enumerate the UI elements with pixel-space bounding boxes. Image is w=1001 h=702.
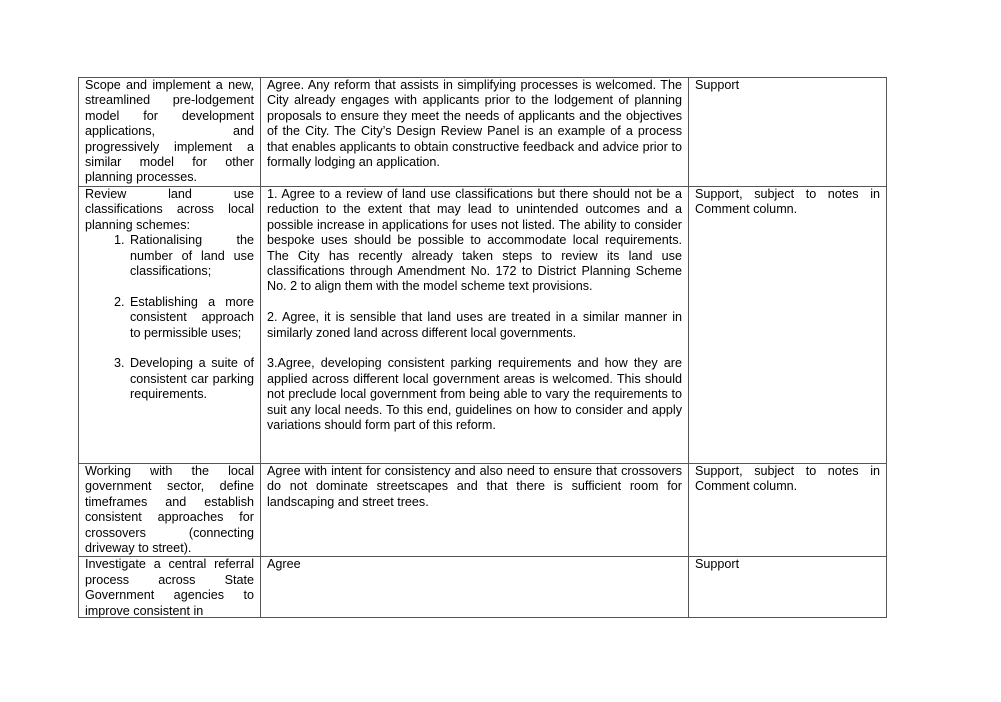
- comment-text: Agree with intent for consistency and also need to ensure that crossovers do not dominate streetscapes and that there is sufficient room for landscaping and street trees.: [267, 464, 682, 509]
- comment-cell: [261, 187, 689, 464]
- position-cell: [689, 464, 887, 557]
- comment-paragraph-1: 1. Agree to a review of land use classifications but there should not be a reduction to the extent that may lead to unintended outcomes and a possible increase in applications for uses not listed. The ability to consider bespoke uses should be possible to accommodate local requirements. The City has recently already taken steps to review its land use classifications through Amendment No. 172 to District Planning Scheme No. 2 to align them with the model scheme text provisions.: [267, 187, 682, 294]
- proposal-cell: [79, 557, 261, 618]
- proposal-clip: [85, 557, 254, 617]
- list-item: 1. Rationalising the number of land use classifications;: [128, 233, 254, 279]
- table-row: [79, 78, 887, 187]
- proposal-cell: [79, 78, 261, 187]
- position-text: Support, subject to notes in Comment column.: [695, 187, 880, 217]
- position-text: Support: [695, 557, 740, 572]
- comment-paragraph-2: 2. Agree, it is sensible that land uses are treated in a similar manner in similarly zoned land across different local governments.: [267, 310, 682, 340]
- comment-paragraph-3: 3.Agree, developing consistent parking requirements and how they are applied across different local government areas is welcomed. This should not preclude local government from being able to vary the requirements to suit any local needs. To this end, guidelines on how to consider and apply variations should form part of this reform.: [267, 356, 682, 433]
- proposal-cell: [79, 187, 261, 464]
- proposal-item-list: [85, 233, 254, 402]
- proposal-cell: [79, 464, 261, 557]
- comment-cell: [261, 557, 689, 618]
- proposal-text: Review land use classifications across local planning schemes:: [85, 187, 254, 232]
- proposal-text: Scope and implement a new, streamlined pre-lodgement model for development applications, and progressively implement a similar model for other planning processes.: [85, 78, 254, 185]
- proposal-text: Investigate a central referral process across State Government agencies to improve consistent in: [85, 557, 254, 618]
- comment-text: Agree. Any reform that assists in simplifying processes is welcomed. The City already engages with applicants prior to the lodgement of planning proposals to ensure they meet the needs of applicants and the objectives of the City. The City’s Design Review Panel is an example of a process that enables applicants to obtain constructive feedback and advice prior to formally lodging an application.: [267, 78, 682, 170]
- position-cell: [689, 78, 887, 187]
- table-row: [79, 187, 887, 464]
- comment-cell: [261, 78, 689, 187]
- list-item: 2. Establishing a more consistent approach to permissible uses;: [128, 295, 254, 341]
- position-text: Support: [695, 78, 740, 92]
- comment-text: Agree: [267, 557, 301, 572]
- table-row: [79, 464, 887, 557]
- comment-cell: [261, 464, 689, 557]
- position-cell: [689, 187, 887, 464]
- position-text: Support, subject to notes in Comment column.: [695, 464, 880, 494]
- table-row: [79, 557, 887, 618]
- list-item: 3. Developing a suite of consistent car parking requirements.: [128, 356, 254, 402]
- proposal-text: Working with the local government sector, define timeframes and establish consistent approaches for crossovers (connecting driveway to street).: [85, 464, 254, 556]
- submission-table: [78, 77, 887, 618]
- position-cell: [689, 557, 887, 618]
